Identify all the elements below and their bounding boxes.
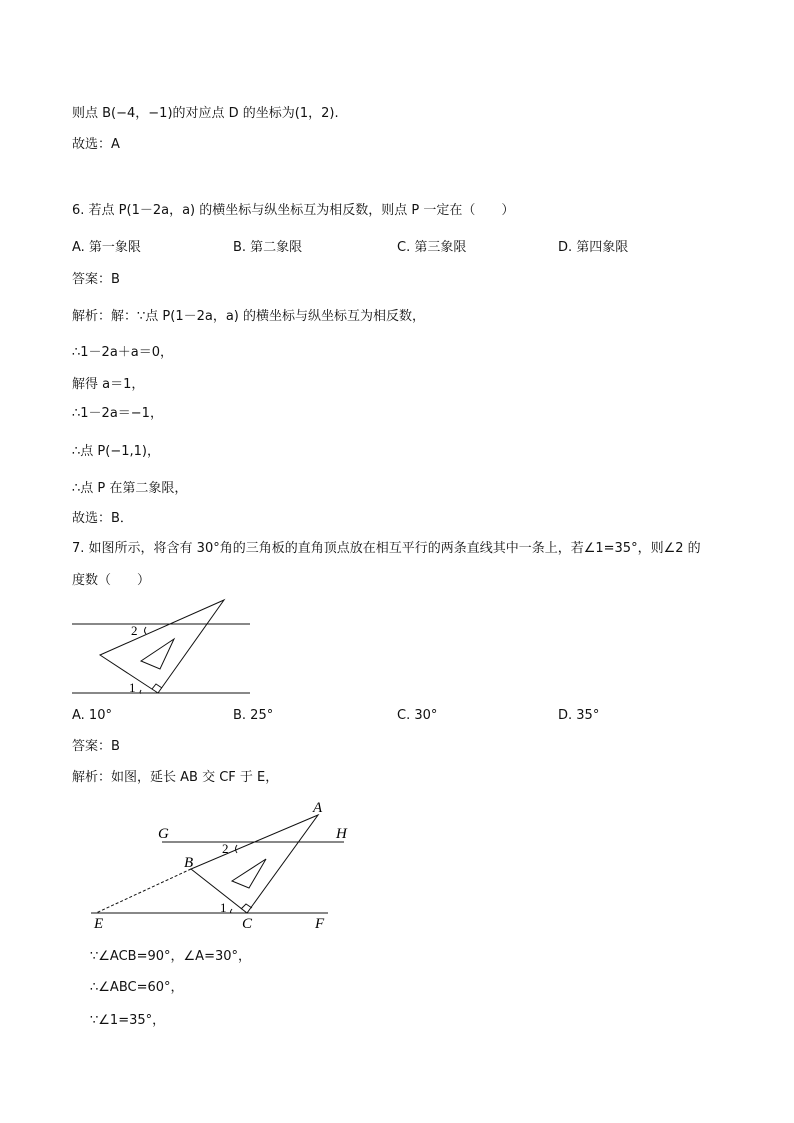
q6-step-2: ∴1－2a＋a＝0， [72,345,174,360]
solution-5-line: 则点 B(−4，−1)的对应点 D 的坐标为(1，2). [72,106,339,121]
angle-2-label-fig2: 2 [222,841,229,856]
q7-analysis: 解析：如图，延长 AB 交 CF 于 E， [72,770,279,785]
angle-2-label: 2 [131,623,138,638]
solution-5-answer: 故选：A [72,137,120,152]
q7-step-3: ∵∠1=35°， [90,1013,166,1028]
q6-step-3: 解得 a＝1， [72,377,145,392]
point-g-label: G [158,826,169,842]
question-7-stem-line-1: 7. 如图所示，将含有 30°角的三角板的直角顶点放在相互平行的两条直线其中一条上，若∠1=35°，则∠2 的 [72,541,701,556]
q6-option-b: B. 第二象限 [233,240,303,255]
point-h-label: H [336,826,347,842]
q6-step-7: 故选：B． [72,511,133,526]
angle-1-label-fig2: 1 [220,900,227,915]
question-6-stem: 6. 若点 P(1－2a，a) 的横坐标与纵坐标互为相反数，则点 P 一定在（ ） [72,203,515,218]
question-7-stem-line-2: 度数（ ） [72,573,151,588]
q7-step-2: ∴∠ABC=60°， [90,980,184,995]
point-b-label: B [184,855,194,871]
q6-step-5: ∴点 P(−1,1)， [72,444,160,459]
q6-answer: 答案：B [72,272,120,287]
q7-option-a: A. 10° [72,708,112,723]
point-e-label: E [94,916,104,932]
q6-option-a: A. 第一象限 [72,240,141,255]
q7-answer: 答案：B [72,739,120,754]
q6-option-c: C. 第三象限 [397,240,467,255]
triangle-inner [232,859,266,888]
q6-step-1: 解析：解：∵点 P(1－2a，a) 的横坐标与纵坐标互为相反数， [72,309,425,324]
angle-1-arc-fig2 [231,909,233,913]
q7-option-c: C. 30° [397,708,438,723]
q6-step-6: ∴点 P 在第二象限， [72,481,188,496]
q7-option-b: B. 25° [233,708,274,723]
angle-1-label: 1 [129,680,136,695]
q7-step-1: ∵∠ACB=90°，∠A=30°， [90,949,252,964]
q7-option-d: D. 35° [558,708,600,723]
q6-step-4: ∴1－2a＝−1， [72,406,163,421]
dashed-extension-be [96,869,191,913]
triangle-abc [191,815,318,913]
point-f-label: F [315,916,325,932]
q6-option-d: D. 第四象限 [558,240,629,255]
point-c-label: C [242,916,253,932]
point-a-label: A [313,800,323,816]
